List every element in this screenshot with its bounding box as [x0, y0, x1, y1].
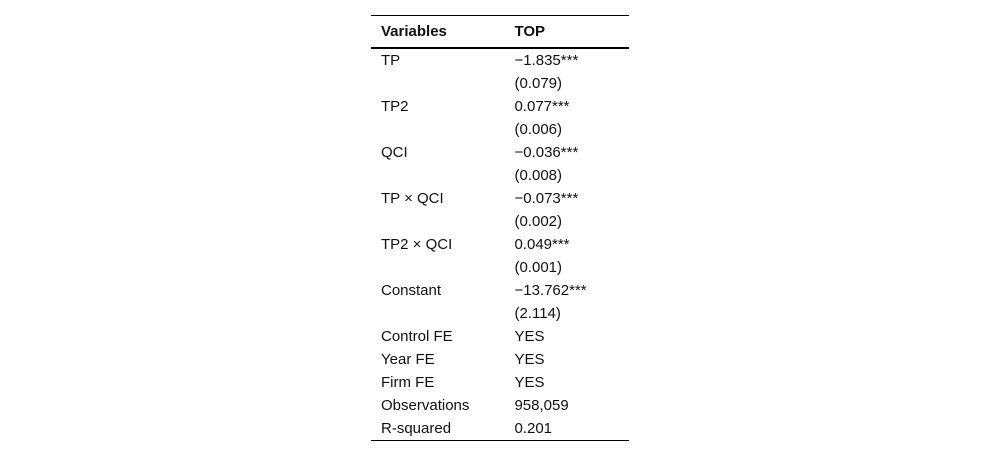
variable-cell	[371, 302, 504, 325]
regression-table-container	[371, 15, 629, 441]
table-row	[371, 118, 629, 141]
variable-cell: QCI	[381, 144, 408, 161]
variable-cell: Observations	[381, 397, 470, 414]
table-row	[371, 417, 629, 441]
variable-cell	[371, 118, 504, 141]
value-cell: (0.002)	[514, 213, 562, 230]
value-cell: (0.006)	[514, 121, 562, 138]
value-cell: (0.079)	[514, 75, 562, 92]
value-cell: −0.073***	[514, 190, 579, 207]
table-row	[371, 210, 629, 233]
variable-cell	[371, 256, 504, 279]
table-row	[371, 279, 629, 302]
variable-cell: Control FE	[381, 328, 453, 345]
table-header	[371, 16, 629, 49]
table-row	[371, 348, 629, 371]
table-row	[371, 325, 629, 348]
variable-cell: TP2 × QCI	[381, 236, 453, 253]
table-row	[371, 187, 629, 210]
variable-cell: Year FE	[381, 351, 435, 368]
variable-cell	[371, 72, 504, 95]
value-cell: −0.036***	[514, 144, 579, 161]
header-row	[371, 16, 629, 49]
variable-cell: Firm FE	[381, 374, 435, 391]
variable-cell: TP × QCI	[381, 190, 444, 207]
variable-cell: R-squared	[381, 420, 452, 437]
variable-cell: Constant	[381, 282, 442, 299]
header-variables: Variables	[381, 23, 447, 40]
table-row	[371, 394, 629, 417]
value-cell: (0.008)	[514, 167, 562, 184]
value-cell: −13.762***	[514, 282, 587, 299]
table-row	[371, 72, 629, 95]
value-cell: (0.001)	[514, 259, 562, 276]
value-cell: 0.049***	[514, 236, 570, 253]
variable-cell	[371, 164, 504, 187]
value-cell: 0.077***	[514, 98, 570, 115]
table-row	[371, 371, 629, 394]
value-cell: YES	[514, 351, 545, 368]
table-row	[371, 233, 629, 256]
table-row	[371, 48, 629, 72]
value-cell: −1.835***	[514, 52, 579, 69]
table-row	[371, 141, 629, 164]
header-top: TOP	[514, 23, 546, 40]
table-row	[371, 164, 629, 187]
table-row	[371, 302, 629, 325]
table-row	[371, 95, 629, 118]
value-cell: 958,059	[514, 397, 569, 414]
table-row	[371, 256, 629, 279]
table-body	[371, 48, 629, 441]
variable-cell: TP2	[381, 98, 409, 115]
variable-cell	[371, 210, 504, 233]
value-cell: YES	[514, 374, 545, 391]
regression-table	[371, 15, 629, 441]
value-cell: 0.201	[514, 420, 553, 437]
value-cell: (2.114)	[514, 305, 561, 322]
variable-cell: TP	[381, 52, 401, 69]
value-cell: YES	[514, 328, 545, 345]
